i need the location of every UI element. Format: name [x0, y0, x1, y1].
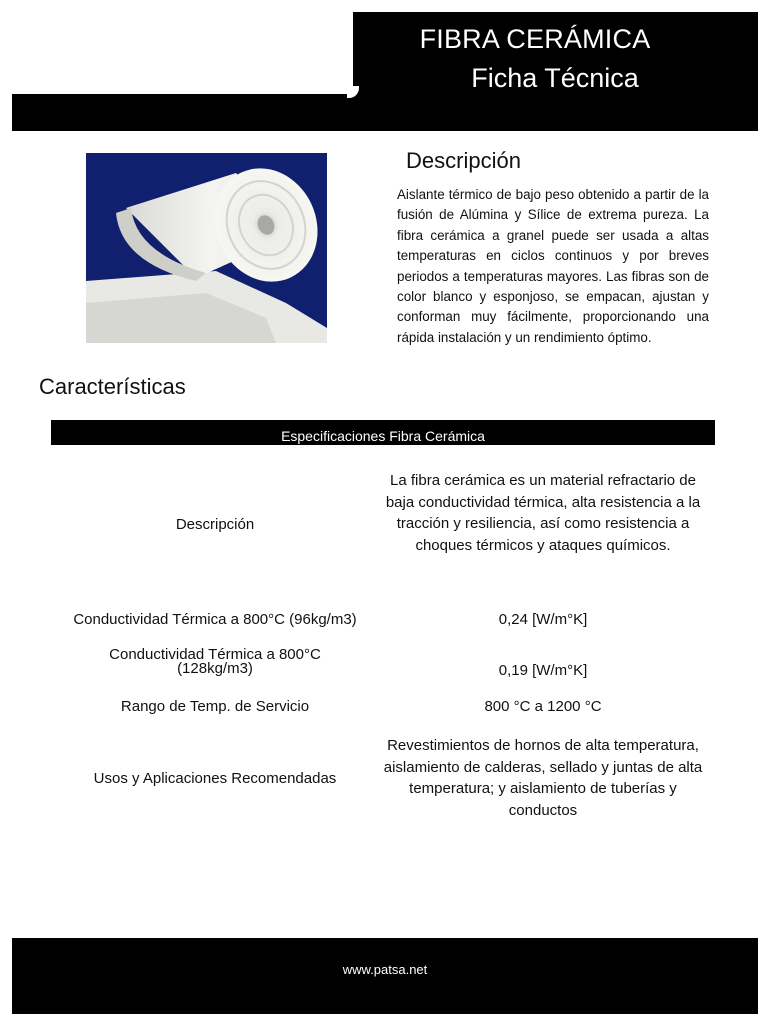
specifications-table-header	[51, 420, 715, 445]
spec-row-value: Revestimientos de hornos de alta temperatura, aislamiento de calderas, sellado y juntas de alta temperatura; y aislamiento de tuberías y conductos	[383, 737, 703, 819]
description-heading: Descripción	[406, 148, 521, 173]
specifications-table-title: Especificaciones Fibra Cerámica	[281, 428, 485, 444]
document-title: FIBRA CERÁMICA	[419, 24, 651, 54]
spec-row-label: Conductividad Térmica a 800°C (96kg/m3)	[73, 611, 357, 628]
spec-row-label: Conductividad Térmica a 800°C (128kg/m3)	[109, 646, 321, 677]
footer-bar	[12, 938, 758, 1014]
characteristics-heading: Características	[39, 374, 186, 399]
spec-row-value: La fibra cerámica es un material refractario de baja conductividad térmica, alta resistencia a la tracción y resiliencia, así como resistencia a choques térmicos y ataques químicos.	[385, 472, 701, 554]
document-subtitle: Ficha Técnica	[471, 63, 639, 93]
spec-row-label: Usos y Aplicaciones Recomendadas	[93, 770, 337, 787]
spec-row-label: Descripción	[175, 516, 255, 533]
description-text: Aislante térmico de bajo peso obtenido a partir de la fusión de Alúmina y Sílice de extrema pureza. La fibra cerámica a granel puede ser usada a altas temperaturas en ciclos continuos y por breves periodos a temperaturas mayores. Las fibras son de color blanco y esponjoso, se empacan, ajustan y conforman muy fácilmente, proporcionando una rápida instalación y un rendimiento óptimo.	[397, 187, 709, 345]
spec-row-value: 0,24 [W/m°K]	[498, 611, 588, 628]
ceramic-fiber-roll-image	[86, 153, 327, 343]
spec-row-value: 800 °C a 1200 °C	[484, 698, 602, 715]
website-link[interactable]: www.patsa.net	[342, 962, 428, 977]
spec-row-value: 0,19 [W/m°K]	[498, 662, 588, 679]
spec-row-label: Rango de Temp. de Servicio	[120, 698, 310, 715]
